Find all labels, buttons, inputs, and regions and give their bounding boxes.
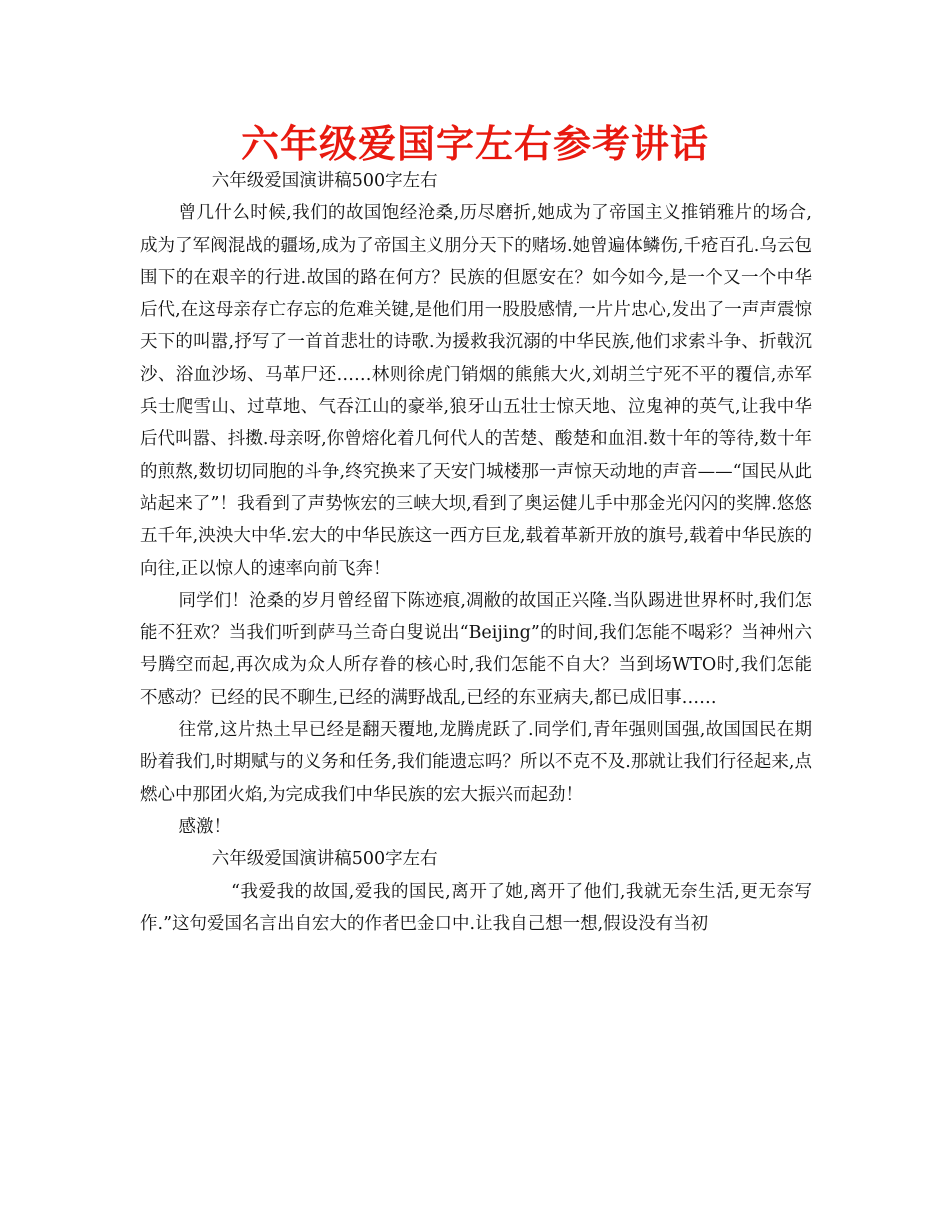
paragraph: 往常,这片热土早已经是翻天覆地,龙腾虎跃了.同学们,青年强则国强,故国国民在期盼着我们,时期赋与的义务和任务,我们能遗忘吗？所以不克不及.那就让我们行径起来,点燃心中那团火焰,为完成我们中华民族的宏大振兴而起劲！: [140, 720, 812, 805]
paragraph: 曾几什么时候,我们的故国饱经沧桑,历尽磨折,她成为了帝国主义推销雅片的场合,成为了军阀混战的疆场,成为了帝国主义朋分天下的赌场.她曾遍体鳞伤,千疮百孔.乌云包围下的在艰辛的行进.故国的路在何方？民族的但愿安在？如今如今,是一个又一个中华后代,在这母亲存亡存忘的危难关键,是他们用一股股感情,一片片忠心,发出了一声声震惊天下的叫嚣,抒写了一首首悲壮的诗歌.为援救我沉溺的中华民族,他们求索斗争、折戟沉沙、浴血沙场、马革尸还……林则徐虎门销烟的熊熊大火,刘胡兰宁死不平的覆信,赤军兵士爬雪山、过草地、气吞江山的豪举,狼牙山五壮士惊天地、泣鬼神的英气,让我中华后代叫嚣、抖擞.母亲呀,你曾熔化着几何代人的苦楚、酸楚和血泪.数十年的等待,数十年的煎熬,数切切同胞的斗争,终究换来了天安门城楼那一声惊天动地的声音——“国民从此站起来了”！我看到了声势恢宏的三峡大坝,看到了奥运健儿手中那金光闪闪的奖牌.悠悠五千年,泱泱大中华.宏大的中华民族这一西方巨龙,载着革新开放的旗号,载着中华民族的向往,正以惊人的速率向前飞奔！: [140, 203, 812, 579]
paragraph: 同学们！沧桑的岁月曾经留下陈迹痕,凋敝的故国正兴隆.当队踢进世界杯时,我们怎能不狂欢？当我们听到萨马兰奇白叟说出“Beijing”的时间,我们怎能不喝彩？当神州六号腾空而起,再次成为众人所存眷的核心时,我们怎能不自大？当到场WTO时,我们怎能不感动？已经的民不聊生,已经的满野战乱,已经的东亚病夫,都已成旧事……: [140, 590, 812, 708]
section-subtitle: 六年级爱国演讲稿500字左右: [211, 849, 438, 870]
document-body: [140, 165, 812, 940]
section-subtitle: 六年级爱国演讲稿500字左右: [211, 171, 438, 191]
paragraph-thanks: 感激！: [178, 816, 231, 837]
document-title: 六年级爱国字左右参考讲话: [240, 122, 709, 166]
paragraph: “我爱我的故国,爱我的国民,离开了她,离开了他们,我就无奈生活,更无奈写作.”这句爱国名言出自宏大的作者巴金口中.让我自己想一想,假设没有当初: [140, 881, 812, 934]
